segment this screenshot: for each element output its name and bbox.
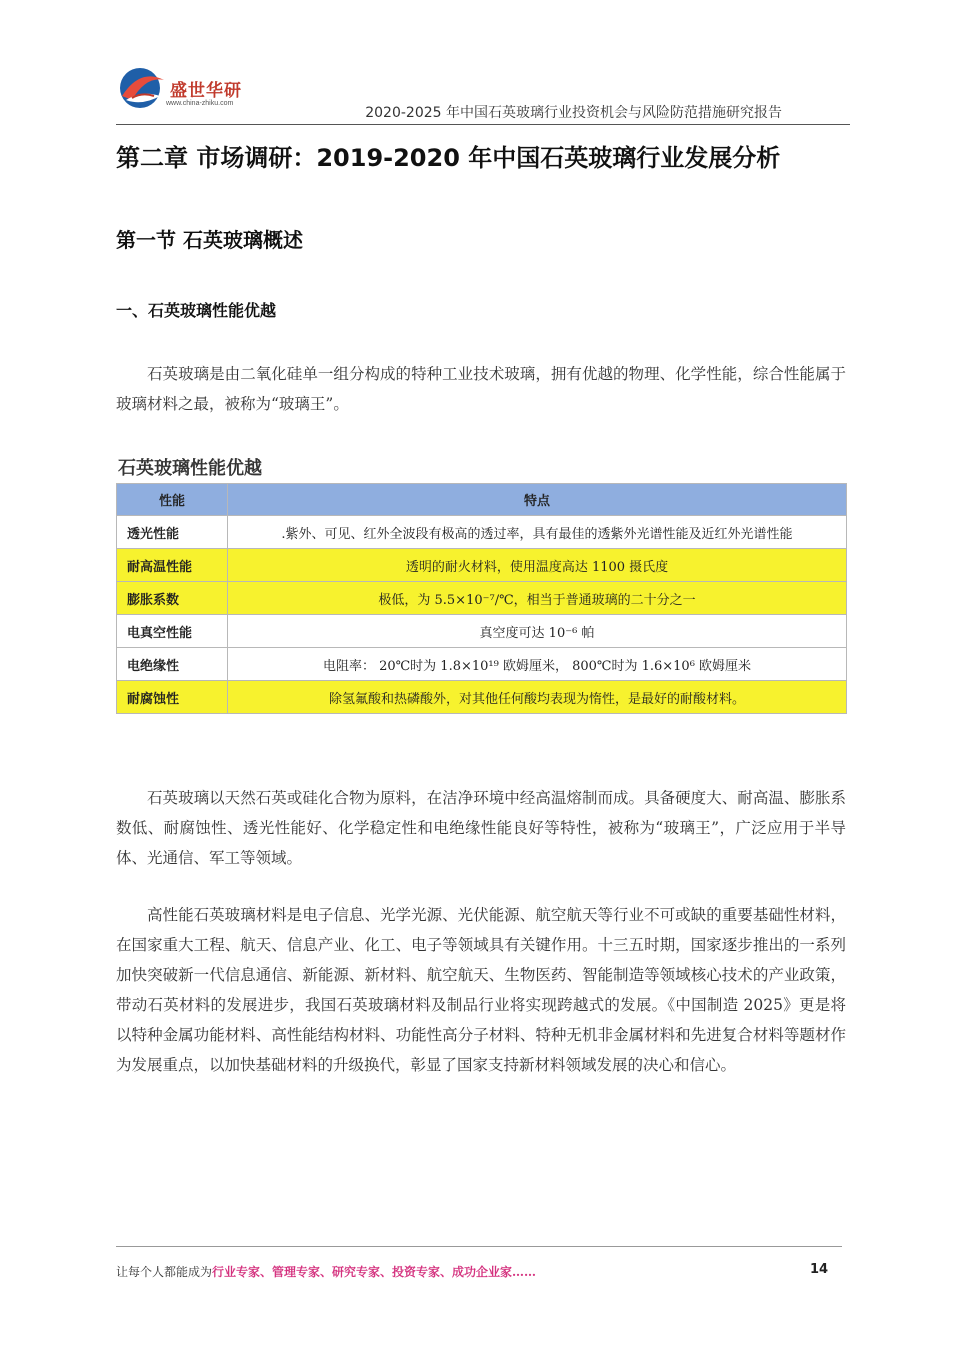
table-row <box>117 549 847 582</box>
property-description: 真空度可达 10⁻⁶ 帕 <box>228 615 847 648</box>
property-description: 除氢氟酸和热磷酸外，对其他任何酸均表现为惰性，是最好的耐酸材料。 <box>228 681 847 714</box>
table-row <box>117 582 847 615</box>
logo-url: www.china-zhiku.com <box>166 100 234 107</box>
header-feature: 特点 <box>228 484 847 516</box>
property-name: 耐腐蚀性 <box>117 681 228 714</box>
paragraph-industry: 高性能石英玻璃材料是电子信息、光学光源、光伏能源、航空航天等行业不可或缺的重要基础性材料，在国家重大工程、航天、信息产业、化工、电子等领域具有关键作用。十三五时期，国家逐步推出的一系列加快突破新一代信息通信、新能源、新材料、航空航天、生物医药、智能制造等领域核心技术的产业政策，带动石英材料的发展进步，我国石英玻璃材料及制品行业将实现跨越式的发展。《中国制造 2025》更是将以特种金属功能材料、高性能结构材料、功能性高分子材料、特种无机非金属材料和先进复合材料等题材作为发展重点，以加快基础材料的升级换代，彰显了国家支持新材料领域发展的决心和信心。 <box>116 906 846 1074</box>
chapter-title: 第二章 市场调研：2019-2020 年中国石英玻璃行业发展分析 <box>116 144 781 172</box>
logo-emblem-icon <box>112 62 172 112</box>
table-caption: 石英玻璃性能优越 <box>118 458 262 479</box>
property-description: 极低，为 5.5×10⁻⁷/℃，相当于普通玻璃的二十分之一 <box>228 582 847 615</box>
table-row <box>117 648 847 681</box>
slogan-emphasis: 行业专家、管理专家、研究专家、投资专家、成功企业家 <box>212 1265 513 1279</box>
page-number: 14 <box>810 1262 829 1277</box>
company-logo <box>112 62 262 112</box>
property-name: 耐高温性能 <box>117 549 228 582</box>
report-header-title: 2020-2025 年中国石英玻璃行业投资机会与风险防范措施研究报告 <box>365 105 782 121</box>
header-divider <box>116 124 850 125</box>
logo-brand-text: 盛世华研 <box>170 81 242 101</box>
property-description: .紫外、可见、红外全波段有极高的透过率，具有最佳的透紫外光谱性能及近红外光谱性能 <box>228 516 847 549</box>
paragraph-intro: 石英玻璃是由二氧化硅单一组分构成的特种工业技术玻璃，拥有优越的物理、化学性能，综合性能属于玻璃材料之最，被称为“玻璃王”。 <box>116 365 846 413</box>
properties-table <box>116 483 847 714</box>
paragraph-properties: 石英玻璃以天然石英或硅化合物为原料，在洁净环境中经高温熔制而成。具备硬度大、耐高温、膨胀系数低、耐腐蚀性、透光性能好、化学稳定性和电绝缘性能良好等特性，被称为“玻璃王”，广泛应用于半导体、光通信、军工等领域。 <box>116 789 846 867</box>
table-header-row <box>117 484 847 516</box>
subsection-title: 一、石英玻璃性能优越 <box>116 301 277 320</box>
slogan-suffix: …… <box>512 1265 537 1279</box>
property-name: 电真空性能 <box>117 615 228 648</box>
table-row <box>117 516 847 549</box>
property-name: 透光性能 <box>117 516 228 549</box>
footer-divider <box>116 1246 842 1247</box>
header-property: 性能 <box>117 484 228 516</box>
property-name: 电绝缘性 <box>117 648 228 681</box>
table-row <box>117 615 847 648</box>
footer-slogan <box>116 1263 536 1280</box>
property-name: 膨胀系数 <box>117 582 228 615</box>
slogan-prefix: 让每个人都能成为 <box>116 1265 213 1279</box>
section-title: 第一节 石英玻璃概述 <box>116 228 303 252</box>
property-description: 电阻率： 20℃时为 1.8×10¹⁹ 欧姆厘米， 800℃时为 1.6×10⁶ 欧姆厘米 <box>228 648 847 681</box>
table-row <box>117 681 847 714</box>
property-description: 透明的耐火材料，使用温度高达 1100 摄氏度 <box>228 549 847 582</box>
